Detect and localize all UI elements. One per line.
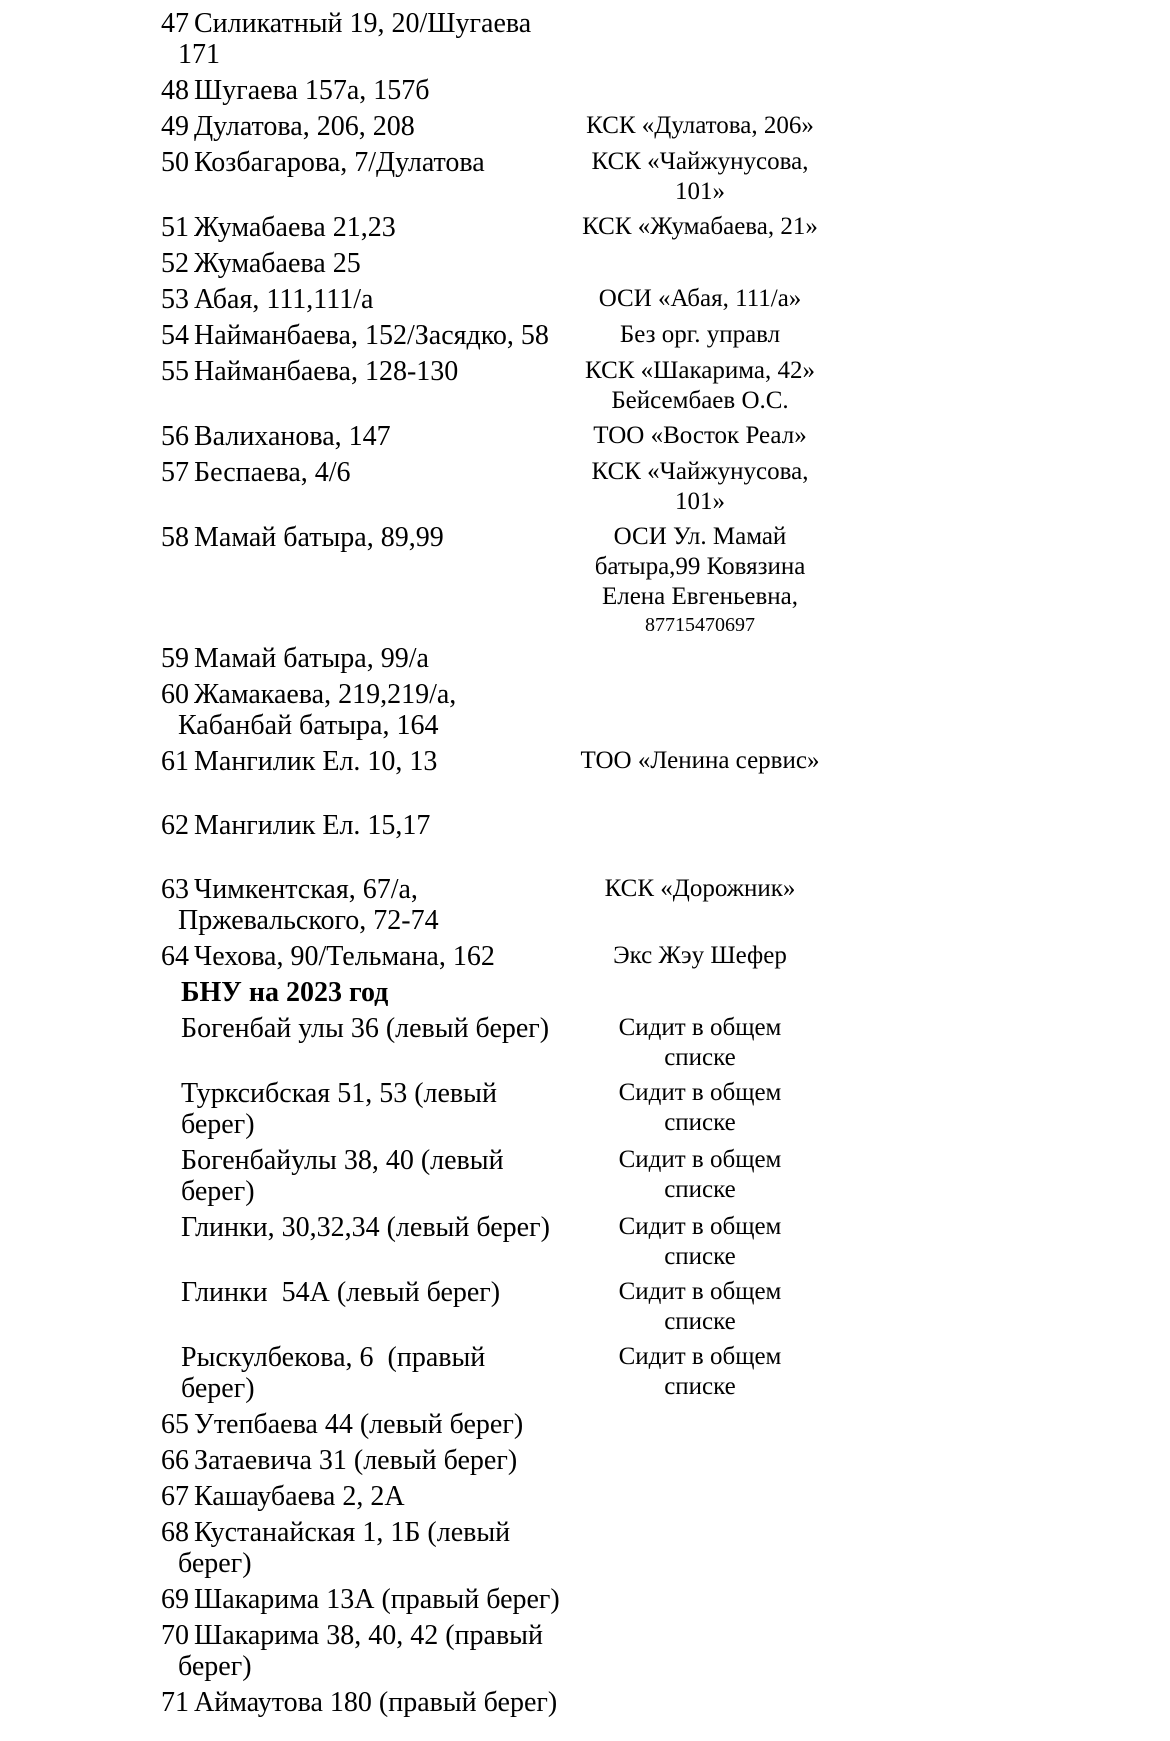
row-number: 52 xyxy=(161,248,189,279)
management-org-cell xyxy=(540,746,860,776)
list-row xyxy=(0,1409,1170,1440)
address-cell xyxy=(194,746,540,777)
list-row xyxy=(0,248,1170,279)
address-line: Козбагарова, 7/Дулатова xyxy=(194,147,485,178)
management-org-cell xyxy=(540,147,860,207)
address-cell xyxy=(181,1342,540,1404)
address-line: Найманбаева, 152/Засядко, 58 xyxy=(194,320,549,351)
address-line: Мамай батыра, 89,99 xyxy=(194,522,444,553)
address-line: берег) xyxy=(178,1548,252,1579)
address-line: Мангилик Ел. 15,17 xyxy=(194,810,431,841)
org-line: списке xyxy=(664,1373,736,1400)
management-org-cell xyxy=(540,522,860,638)
address-line: Мангилик Ел. 10, 13 xyxy=(194,746,438,777)
list-row xyxy=(0,679,1170,741)
list-row xyxy=(0,874,1170,936)
org-line: Бейсембаев О.С. xyxy=(611,387,789,414)
address-cell xyxy=(194,75,540,106)
list-row xyxy=(0,810,1170,841)
section-heading: БНУ на 2023 год xyxy=(181,977,389,1008)
list-row xyxy=(0,1584,1170,1615)
row-number: 62 xyxy=(161,810,189,841)
management-org-cell xyxy=(540,941,860,971)
address-line: Валиханова, 147 xyxy=(194,421,391,452)
list-row xyxy=(0,1078,1170,1140)
row-number: 51 xyxy=(161,212,189,243)
address-cell xyxy=(194,941,540,972)
org-line: КСК «Жумабаева, 21» xyxy=(582,213,818,240)
org-line: 101» xyxy=(675,178,725,205)
address-line: Жумабаева 25 xyxy=(194,248,361,279)
address-line: Кашаубаева 2, 2А xyxy=(194,1481,405,1512)
address-line: берег) xyxy=(178,1651,252,1682)
address-cell xyxy=(181,1078,540,1140)
list-row xyxy=(0,356,1170,416)
list-row xyxy=(0,1145,1170,1207)
row-number: 63 xyxy=(161,874,189,905)
management-org-cell xyxy=(540,874,860,904)
address-cell xyxy=(194,212,540,243)
org-line: Сидит в общем xyxy=(618,1079,782,1106)
address-cell xyxy=(194,1687,558,1718)
address-cell xyxy=(178,8,540,70)
org-line: Сидит в общем xyxy=(618,1213,782,1240)
address-cell xyxy=(178,1620,543,1682)
section-heading-row xyxy=(0,977,1170,1008)
address-cell xyxy=(178,1517,540,1579)
management-org-cell xyxy=(540,457,860,517)
org-line: Елена Евгеньевна, xyxy=(601,583,799,610)
org-line: КСК «Шакарима, 42» xyxy=(585,357,815,384)
row-number: 59 xyxy=(161,643,189,674)
row-number: 47 xyxy=(161,8,189,39)
address-line: Аймаутова 180 (правый берег) xyxy=(194,1687,558,1718)
row-number: 71 xyxy=(161,1687,189,1718)
list-row xyxy=(0,643,1170,674)
row-number: 67 xyxy=(161,1481,189,1512)
list-row xyxy=(0,320,1170,351)
list-row xyxy=(0,1687,1170,1718)
address-line: Кабанбай батыра, 164 xyxy=(178,710,439,741)
org-line: списке xyxy=(664,1243,736,1270)
list-row xyxy=(0,212,1170,243)
org-line: КСК «Чайжунусова, xyxy=(591,458,809,485)
list-row xyxy=(0,1013,1170,1073)
management-org-cell xyxy=(540,1013,860,1073)
row-number: 60 xyxy=(161,679,189,710)
address-registry-list xyxy=(0,8,1170,1718)
address-cell xyxy=(194,1584,560,1615)
address-line: Пржевальского, 72-74 xyxy=(178,905,439,936)
list-row xyxy=(0,457,1170,517)
address-line: берег) xyxy=(181,1373,255,1404)
address-cell xyxy=(181,1145,540,1207)
address-cell xyxy=(194,1445,540,1476)
row-number: 70 xyxy=(161,1620,189,1651)
org-line: Сидит в общем xyxy=(618,1343,782,1370)
list-row xyxy=(0,284,1170,315)
address-cell xyxy=(194,421,540,452)
management-org-cell xyxy=(540,111,860,141)
management-org-cell xyxy=(540,356,860,416)
address-cell xyxy=(178,874,540,936)
address-cell xyxy=(194,1409,540,1440)
org-line: списке xyxy=(664,1176,736,1203)
address-line: Абая, 111,111/а xyxy=(194,284,374,315)
address-line: Глинки 54А (левый берег) xyxy=(181,1277,501,1308)
row-number: 68 xyxy=(161,1517,189,1548)
row-number: 49 xyxy=(161,111,189,142)
address-line: 171 xyxy=(178,39,220,70)
org-line: списке xyxy=(664,1044,736,1071)
org-line: Сидит в общем xyxy=(618,1146,782,1173)
list-row xyxy=(0,522,1170,638)
list-row xyxy=(0,1481,1170,1512)
row-number: 56 xyxy=(161,421,189,452)
list-row xyxy=(0,111,1170,142)
address-line: Чимкентская, 67/а, xyxy=(194,874,418,905)
row-number: 65 xyxy=(161,1409,189,1440)
row-number: 66 xyxy=(161,1445,189,1476)
address-cell xyxy=(178,679,540,741)
management-org-cell xyxy=(540,1277,860,1337)
address-cell xyxy=(194,356,540,387)
management-org-cell xyxy=(540,1078,860,1138)
list-row xyxy=(0,941,1170,972)
address-line: Беспаева, 4/6 xyxy=(194,457,351,488)
address-cell xyxy=(194,810,540,841)
management-org-cell xyxy=(540,1145,860,1205)
org-line: Экс Жэу Шефер xyxy=(613,942,787,969)
management-org-cell xyxy=(540,320,860,350)
address-cell xyxy=(181,977,540,1008)
address-line: Мамай батыра, 99/а xyxy=(194,643,429,674)
management-org-cell xyxy=(540,1212,860,1272)
address-cell xyxy=(181,1212,550,1243)
address-line: Богенбайулы 38, 40 (левый xyxy=(181,1145,504,1176)
address-line: Рыскулбекова, 6 (правый xyxy=(181,1342,486,1373)
address-cell xyxy=(194,147,540,178)
management-org-cell xyxy=(540,421,860,451)
org-line: ТОО «Ленина сервис» xyxy=(580,747,820,774)
address-cell xyxy=(194,284,540,315)
address-line: Найманбаева, 128-130 xyxy=(194,356,459,387)
list-row xyxy=(0,8,1170,70)
address-line: Шакарима 13А (правый берег) xyxy=(194,1584,560,1615)
row-number: 48 xyxy=(161,75,189,106)
address-cell xyxy=(181,1013,550,1044)
address-cell xyxy=(194,248,540,279)
address-line: берег) xyxy=(181,1176,255,1207)
address-line: Кустанайская 1, 1Б (левый xyxy=(194,1517,511,1548)
row-number: 61 xyxy=(161,746,189,777)
row-number: 50 xyxy=(161,147,189,178)
address-cell xyxy=(194,320,549,351)
address-line: Жамакаева, 219,219/а, xyxy=(194,679,457,710)
row-number: 58 xyxy=(161,522,189,553)
address-line: Силикатный 19, 20/Шугаева xyxy=(194,8,532,39)
row-number: 69 xyxy=(161,1584,189,1615)
list-row xyxy=(0,1445,1170,1476)
org-line: Сидит в общем xyxy=(618,1014,782,1041)
org-line: списке xyxy=(664,1308,736,1335)
org-line: Сидит в общем xyxy=(618,1278,782,1305)
org-line: ОСИ «Абая, 111/а» xyxy=(598,285,802,312)
address-line: Глинки, 30,32,34 (левый берег) xyxy=(181,1212,550,1243)
list-row xyxy=(0,746,1170,777)
management-org-cell xyxy=(540,1342,860,1402)
row-number: 54 xyxy=(161,320,189,351)
address-cell xyxy=(194,457,540,488)
row-number: 55 xyxy=(161,356,189,387)
management-org-cell xyxy=(540,212,860,242)
org-line: батыра,99 Ковязина xyxy=(594,553,806,580)
row-number: 57 xyxy=(161,457,189,488)
address-line: Турксибская 51, 53 (левый xyxy=(181,1078,497,1109)
list-row xyxy=(0,1517,1170,1579)
address-line: Богенбай улы 36 (левый берег) xyxy=(181,1013,550,1044)
list-row xyxy=(0,421,1170,452)
address-cell xyxy=(181,1277,540,1308)
org-phone: 87715470697 xyxy=(645,614,755,636)
org-line: ОСИ Ул. Мамай xyxy=(613,523,787,550)
address-line: Жумабаева 21,23 xyxy=(194,212,396,243)
address-line: Утепбаева 44 (левый берег) xyxy=(194,1409,524,1440)
org-line: КСК «Дулатова, 206» xyxy=(586,112,814,139)
org-line: 101» xyxy=(675,488,725,515)
org-line: списке xyxy=(664,1109,736,1136)
address-line: Дулатова, 206, 208 xyxy=(194,111,415,142)
list-row xyxy=(0,75,1170,106)
address-line: Шакарима 38, 40, 42 (правый xyxy=(194,1620,543,1651)
org-line: КСК «Дорожник» xyxy=(604,875,796,902)
list-row xyxy=(0,1212,1170,1272)
address-line: Шугаева 157а, 157б xyxy=(194,75,430,106)
address-cell xyxy=(194,643,540,674)
org-line: ТОО «Восток Реал» xyxy=(593,422,807,449)
list-row xyxy=(0,1277,1170,1337)
management-org-cell xyxy=(540,284,860,314)
row-number: 64 xyxy=(161,941,189,972)
org-line: КСК «Чайжунусова, xyxy=(591,148,809,175)
list-row xyxy=(0,1620,1170,1682)
address-line: берег) xyxy=(181,1109,255,1140)
address-cell xyxy=(194,111,540,142)
address-cell xyxy=(194,1481,540,1512)
address-line: Чехова, 90/Тельмана, 162 xyxy=(194,941,495,972)
list-row xyxy=(0,147,1170,207)
address-cell xyxy=(194,522,540,553)
list-row xyxy=(0,1342,1170,1404)
org-line: Без орг. управл xyxy=(619,321,781,348)
address-line: Затаевича 31 (левый берег) xyxy=(194,1445,518,1476)
row-number: 53 xyxy=(161,284,189,315)
